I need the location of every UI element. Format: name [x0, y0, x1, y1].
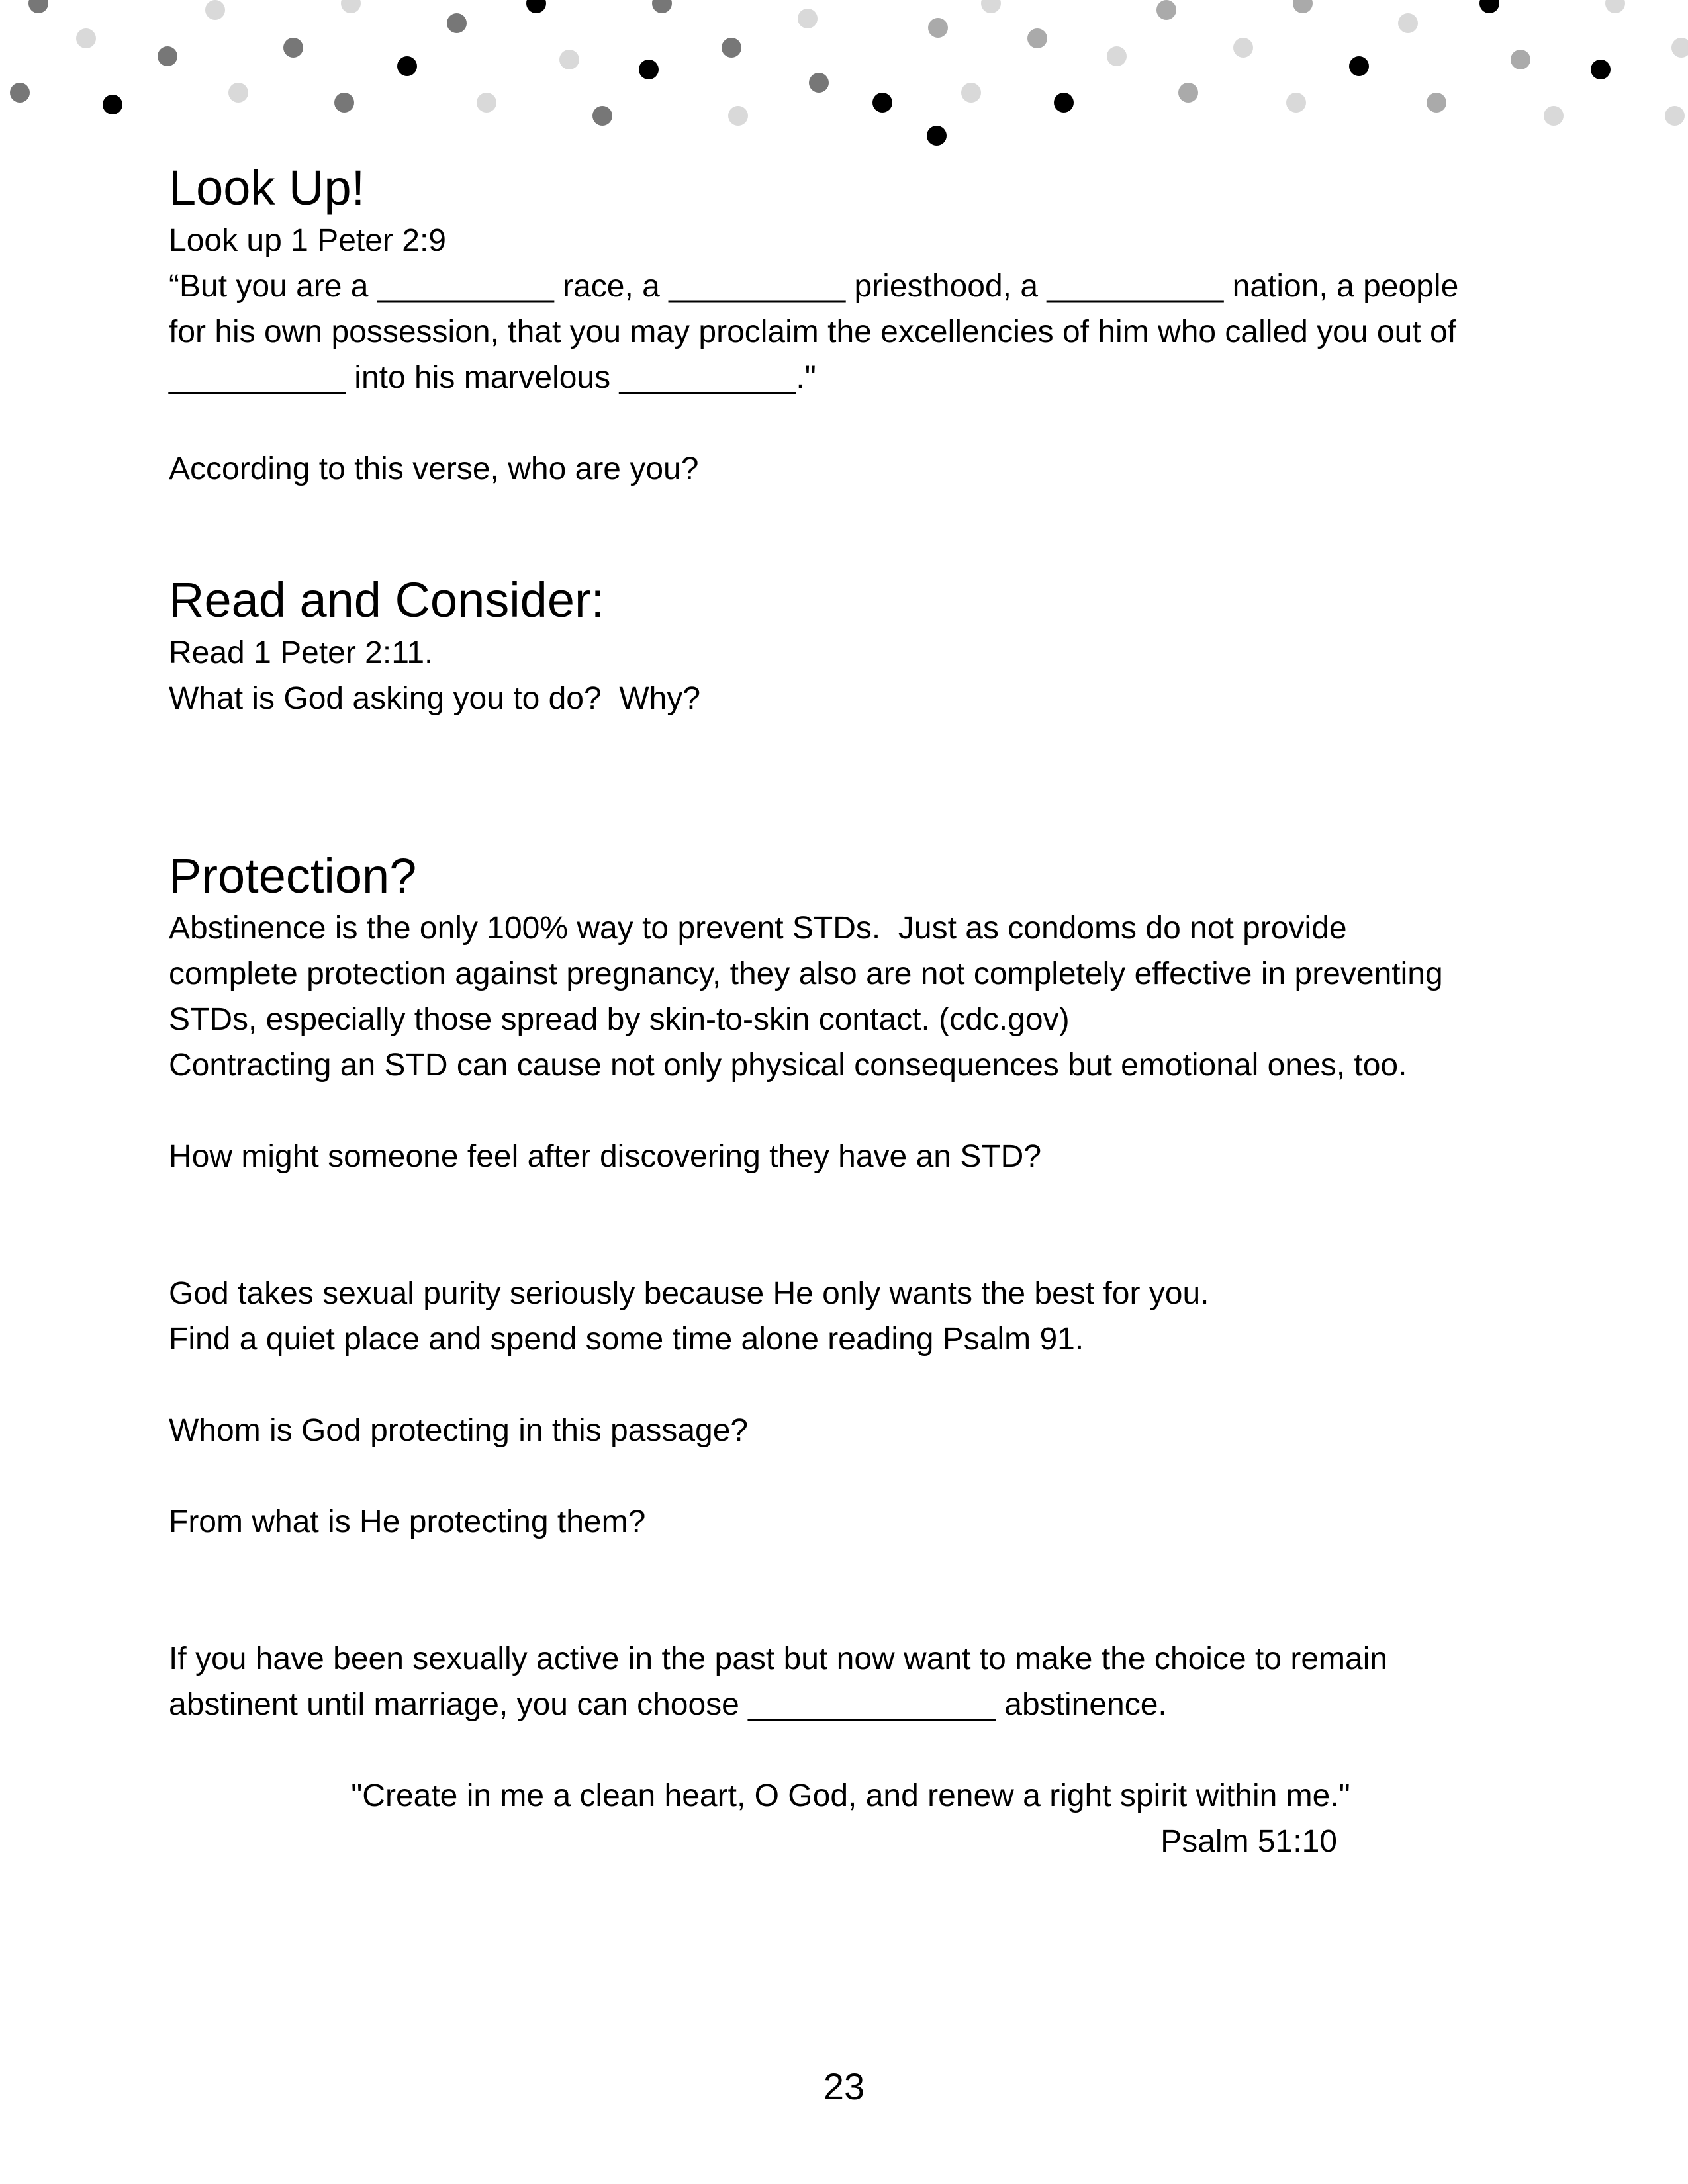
god-purity-line-2: Find a quiet place and spend some time alone reading Psalm 91.: [169, 1322, 1084, 1357]
confetti-dot: [158, 46, 177, 66]
confetti-dot: [1178, 83, 1198, 103]
confetti-dot: [1349, 56, 1369, 76]
confetti-dot: [1665, 106, 1685, 126]
verse-line-3: __________ into his marvelous __________.": [169, 359, 816, 395]
read-consider-reference: Read 1 Peter 2:11.: [169, 635, 434, 670]
confetti-dot: [639, 60, 659, 79]
page-number: 23: [823, 2066, 865, 2107]
confetti-dot: [205, 0, 225, 20]
confetti-dot: [652, 0, 672, 13]
confetti-dot: [341, 0, 361, 13]
worksheet-content: [169, 159, 1532, 1864]
confetti-dot: [1054, 93, 1074, 113]
confetti-dot: [1671, 38, 1688, 58]
abstinence-line-2: abstinent until marriage, you can choose ______________ abstinence.: [169, 1687, 1167, 1723]
confetti-dot: [722, 38, 741, 58]
confetti-dot: [1605, 0, 1625, 13]
confetti-dot: [592, 106, 612, 126]
confetti-dot: [477, 93, 496, 113]
confetti-dot: [1398, 13, 1418, 33]
protection-paragraph-line-2: complete protection against pregnancy, they also are not completely effective in preventing: [169, 956, 1443, 992]
protection-paragraph-line-4: Contracting an STD can cause not only physical consequences but emotional ones, too.: [169, 1048, 1407, 1083]
confetti-dot: [10, 83, 30, 103]
confetti-dot: [928, 18, 948, 38]
confetti-dot: [798, 9, 818, 28]
confetti-dot: [28, 0, 48, 13]
confetti-dot: [1027, 28, 1047, 48]
confetti-dot: [1479, 0, 1499, 13]
confetti-dot: [1286, 93, 1306, 113]
confetti-dot: [334, 93, 354, 113]
read-consider-question: What is God asking you to do? Why?: [169, 680, 701, 716]
look-up-reference: Look up 1 Peter 2:9: [169, 222, 446, 258]
protection-paragraph-line-3: STDs, especially those spread by skin-to-skin contact. (cdc.gov): [169, 1002, 1070, 1038]
look-up-question: According to this verse, who are you?: [169, 451, 699, 486]
section-protection: [169, 847, 1532, 1728]
confetti-dot: [559, 50, 579, 69]
verse-line-2: for his own possession, that you may proclaim the excellencies of him who called you out of: [169, 314, 1456, 349]
confetti-dot: [809, 73, 829, 93]
confetti-dot: [728, 106, 748, 126]
confetti-dot: [103, 95, 122, 114]
confetti-dot: [283, 38, 303, 58]
whom-question: Whom is God protecting in this passage?: [169, 1413, 749, 1449]
protection-paragraph-line-1: Abstinence is the only 100% way to prevent STDs. Just as condoms do not provide: [169, 911, 1347, 946]
section-read-consider: [169, 571, 1532, 721]
verse-line-1: “But you are a __________ race, a __________ priesthood, a __________ nation, a people: [169, 268, 1459, 304]
confetti-dot: [1591, 60, 1611, 79]
confetti-dot: [76, 28, 96, 48]
quote-citation: Psalm 51:10: [1160, 1824, 1337, 1860]
read-consider-heading: Read and Consider:: [169, 572, 605, 627]
confetti-dot: [927, 126, 947, 146]
confetti-dot: [1107, 46, 1127, 66]
section-look-up: [169, 159, 1532, 492]
abstinence-line-1: If you have been sexually active in the past but now want to make the choice to remain: [169, 1641, 1388, 1677]
god-purity-line-1: God takes sexual purity seriously because He only wants the best for you.: [169, 1276, 1209, 1312]
quote-text: "Create in me a clean heart, O God, and renew a right spirit within me.": [351, 1778, 1350, 1814]
confetti-dots-border: [0, 0, 1688, 159]
feel-question: How might someone feel after discovering they have an STD?: [169, 1139, 1042, 1175]
confetti-dot: [1511, 50, 1530, 69]
confetti-dot: [447, 13, 467, 33]
confetti-dot: [397, 56, 417, 76]
confetti-dot: [1293, 0, 1313, 13]
confetti-dot: [981, 0, 1001, 13]
confetti-dot: [1427, 93, 1446, 113]
confetti-dot: [1233, 38, 1253, 58]
what-question: From what is He protecting them?: [169, 1504, 646, 1540]
confetti-dot: [1156, 0, 1176, 20]
confetti-dot: [526, 0, 546, 13]
confetti-dot: [228, 83, 248, 103]
confetti-dot: [1544, 106, 1564, 126]
confetti-dot: [961, 83, 981, 103]
protection-heading: Protection?: [169, 848, 417, 903]
look-up-heading: Look Up!: [169, 160, 365, 215]
confetti-dot: [872, 93, 892, 113]
scripture-quote: [169, 1773, 1532, 1864]
